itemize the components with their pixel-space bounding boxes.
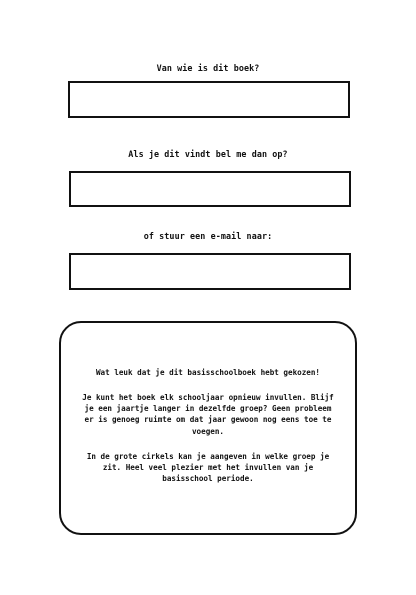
phone-label: Als je dit vindt bel me dan op?	[128, 149, 288, 159]
info-welcome-text: Wat leuk dat je dit basisschoolboek hebt gekozen!	[95, 368, 321, 377]
owner-name-field[interactable]	[68, 81, 350, 118]
info-circles-text: In de grote cirkels kan je aangeven in welke groep je zit. Heel veel plezier met het invullen van je basisschool periode.	[86, 452, 330, 484]
phone-number-field[interactable]	[69, 171, 351, 207]
owner-label: Van wie is dit boek?	[156, 63, 260, 73]
email-address-field[interactable]	[69, 253, 351, 290]
info-box	[59, 321, 357, 535]
email-label: of stuur een e-mail naar:	[143, 231, 273, 241]
info-refill-text: Je kunt het boek elk schooljaar opnieuw invullen. Blijf je een jaartje langer in dezelfde groep? Geen probleem er is genoeg ruimte om dat jaar gewoon nog eens toe te voegen.	[82, 393, 334, 436]
